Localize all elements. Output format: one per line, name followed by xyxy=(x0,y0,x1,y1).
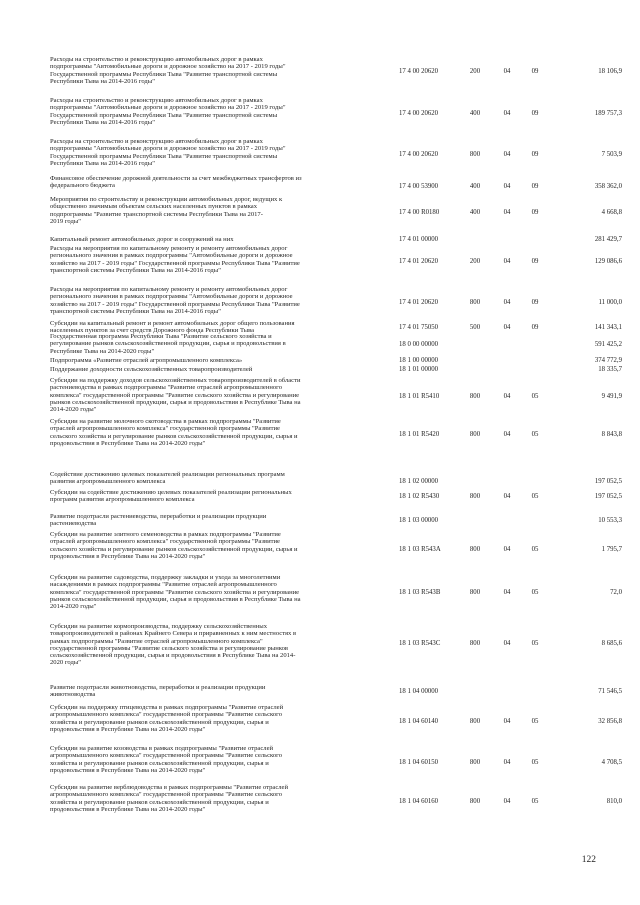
row-code: 17 4 01 75050 xyxy=(399,324,439,331)
row-section: 04 xyxy=(503,258,511,265)
row-subsection: 05 xyxy=(531,546,539,553)
row-code: 18 1 03 R543B xyxy=(399,589,441,596)
row-expense-type: 400 xyxy=(469,209,481,216)
row-description: Субсидии на поддержку птицеводства в рамках подпрограммы "Развитие отраслей агропромышленного комплекса" государственной программы "Развитие сельского хозяйства и регулирование рынков сельскохозяйственной продукции, сырья и продовольствия в Республике Тыва на 2014-2020 годы" xyxy=(50,704,284,733)
row-code: 18 1 03 R543C xyxy=(399,640,441,647)
row-expense-type: 800 xyxy=(469,546,481,553)
row-section: 04 xyxy=(503,324,511,331)
row-section: 04 xyxy=(503,493,511,500)
row-amount: 281 429,7 xyxy=(594,236,622,243)
row-subsection: 09 xyxy=(531,183,539,190)
row-description: Субсидии на развитие верблюдоводства в рамках подпрограммы "Развитие отраслей агропромышленного комплекса" государственной программы "Развитие сельского хозяйства и регулирование рынков сельскохозяйственной продукции, сырья и продовольствия в Республике Тыва на 2014-2020 годы" xyxy=(50,784,289,813)
row-amount: 7 503,9 xyxy=(601,151,622,158)
row-code: 18 1 03 R543A xyxy=(399,546,441,553)
row-description: Капитальный ремонт автомобильных дорог и сооружений на них xyxy=(50,236,234,243)
row-amount: 197 052,5 xyxy=(594,478,622,485)
row-subsection: 05 xyxy=(531,640,539,647)
row-code: 17 4 00 20620 xyxy=(399,68,439,75)
row-amount: 32 856,8 xyxy=(598,718,622,725)
row-subsection: 05 xyxy=(531,493,539,500)
row-amount: 1 795,7 xyxy=(601,546,622,553)
row-subsection: 09 xyxy=(531,299,539,306)
row-description: Субсидии на развитие элитного семеноводства в рамках подпрограммы "Развитие отраслей агропромышленного комплекса" государственной программы "Развитие сельского хозяйства и регулирование рынков сельскохозяйственной продукции, сырья и продовольствия в Республике Тыва на 2014-2020 годы" xyxy=(50,531,298,560)
row-section: 04 xyxy=(503,759,511,766)
row-subsection: 09 xyxy=(531,110,539,117)
row-amount: 358 362,0 xyxy=(594,183,622,190)
row-code: 18 1 04 60160 xyxy=(399,798,439,805)
row-expense-type: 800 xyxy=(469,718,481,725)
row-expense-type: 800 xyxy=(469,640,481,647)
row-code: 18 1 04 60150 xyxy=(399,759,439,766)
row-expense-type: 200 xyxy=(469,258,481,265)
row-subsection: 05 xyxy=(531,431,539,438)
row-amount: 71 546,5 xyxy=(598,688,622,695)
row-subsection: 09 xyxy=(531,68,539,75)
row-subsection: 05 xyxy=(531,759,539,766)
row-section: 04 xyxy=(503,546,511,553)
row-subsection: 09 xyxy=(531,324,539,331)
row-amount: 72,0 xyxy=(610,589,622,596)
row-expense-type: 800 xyxy=(469,589,481,596)
row-subsection: 05 xyxy=(531,718,539,725)
row-description: Развитие подотрасли растениеводства, переработки и реализации продукции растениеводства xyxy=(50,513,267,528)
row-section: 04 xyxy=(503,798,511,805)
row-expense-type: 400 xyxy=(469,110,481,117)
row-description: Субсидии на развитие садоводства, поддержку закладки и ухода за многолетними насаждениями в рамках подпрограммы "Развитие отраслей агропромышленного комплекса" государственной программы "Развитие сельского хозяйства и регулирование рынков сельскохозяйственной продукции, сырья и продовольствия в Республике Тыва на 2014-2020 годы" xyxy=(50,574,301,611)
row-code: 17 4 00 20620 xyxy=(399,110,439,117)
row-section: 04 xyxy=(503,431,511,438)
row-code: 17 4 00 53900 xyxy=(399,183,439,190)
row-expense-type: 800 xyxy=(469,431,481,438)
row-amount: 141 343,1 xyxy=(594,324,622,331)
row-amount: 197 052,5 xyxy=(594,493,622,500)
row-subsection: 09 xyxy=(531,258,539,265)
row-description: Субсидии на развитие кормопроизводства, поддержку сельскохозяйственных товаропроизводителей в районах Крайнего Севера и приравненных к ним местностях в рамках подпрограммы "Развитие отраслей агропромышленного комплекса" государственной программы "Развитие сельского хозяйства и регулирование рынков сельскохозяйственной продукции, сырья и продовольствия в Республике Тыва на 2014- 2020 годы" xyxy=(50,623,297,667)
row-section: 04 xyxy=(503,640,511,647)
row-amount: 8 685,6 xyxy=(601,640,622,647)
page-number: 122 xyxy=(581,855,596,865)
row-amount: 11 000,0 xyxy=(598,299,622,306)
row-section: 04 xyxy=(503,718,511,725)
row-expense-type: 800 xyxy=(469,798,481,805)
row-code: 18 1 00 00000 xyxy=(399,357,439,364)
row-description: Поддержание доходности сельскохозяйственных товаропроизводителей xyxy=(50,366,253,373)
row-section: 04 xyxy=(503,183,511,190)
row-expense-type: 800 xyxy=(469,759,481,766)
row-description: Государственная программа Республики Тыва "Развитие сельского хозяйства и регулирование рынков сельскохозяйственной продукции, сырья и продовольствия в Республике Тыва на 2014-2020 годы" xyxy=(50,333,286,355)
row-section: 04 xyxy=(503,299,511,306)
row-expense-type: 200 xyxy=(469,68,481,75)
row-code: 18 1 01 00000 xyxy=(399,366,439,373)
row-expense-type: 800 xyxy=(469,151,481,158)
row-description: Расходы на строительство и реконструкцию автомобильных дорог в рамках подпрограммы "Автомобильные дороги и дорожное хозяйство на 2017 - 2019 годы" Государственной программы Республики Тыва "Развитие транспортной системы Республики Тыва на 2014-2016 годы" xyxy=(50,56,286,85)
row-code: 17 4 01 00000 xyxy=(399,236,439,243)
row-code: 17 4 01 20620 xyxy=(399,299,439,306)
row-section: 04 xyxy=(503,151,511,158)
row-description: Подпрограмма «Развитие отраслей агропромышленного комплекса» xyxy=(50,357,243,364)
row-description: Субсидии на развитие козоводства в рамках подпрограммы "Развитие отраслей агропромышленного комплекса" государственной программы "Развитие сельского хозяйства и регулирование рынков сельскохозяйственной продукции, сырья и продовольствия в Республике Тыва на 2014-2020 годы" xyxy=(50,745,283,774)
row-expense-type: 800 xyxy=(469,299,481,306)
row-subsection: 05 xyxy=(531,798,539,805)
row-code: 18 0 00 00000 xyxy=(399,341,439,348)
row-section: 04 xyxy=(503,68,511,75)
row-description: Расходы на мероприятия по капитальному ремонту и ремонту автомобильных дорог регионального значения в рамках подпрограммы "Автомобильные дороги и дорожное хозяйство на 2017 - 2019 годы" Государственной программы Республики Тыва "Развитие транспортной системы Республики Тыва на 2014-2016 годы" xyxy=(50,245,300,274)
row-section: 04 xyxy=(503,589,511,596)
row-section: 04 xyxy=(503,393,511,400)
row-code: 18 1 02 R5430 xyxy=(399,493,440,500)
row-code: 18 1 01 R5410 xyxy=(399,393,440,400)
row-description: Субсидии на капитальный ремонт и ремонт автомобильных дорог общего пользования населенных пунктов за счет средств Дорожного фонда Республики Тыва xyxy=(50,320,295,335)
row-description: Субсидии на поддержку доходов сельскохозяйственных товаропроизводителей в области растениеводства в рамках подпрограммы "Развитие отраслей агропромышленного комплекса" государственной программы "Развитие сельского хозяйства и регулирование рынков сельскохозяйственной продукции, сырья и продовольствия в Республике Тыва на 2014-2020 годы" xyxy=(50,377,301,414)
row-amount: 9 491,9 xyxy=(601,393,622,400)
row-amount: 8 843,8 xyxy=(601,431,622,438)
row-description: Содействие достижению целевых показателей реализации региональных программ развития агропромышленного комплекса xyxy=(50,471,285,486)
row-code: 18 1 02 00000 xyxy=(399,478,439,485)
row-code: 17 4 00 20620 xyxy=(399,151,439,158)
row-amount: 4 708,5 xyxy=(601,759,622,766)
row-description: Расходы на мероприятия по капитальному ремонту и ремонту автомобильных дорог регионального значения в рамках подпрограммы "Автомобильные дороги и дорожное хозяйство на 2017 - 2019 годы" Государственной программы Республики Тыва "Развитие транспортной системы Республики Тыва на 2014-2016 годы" xyxy=(50,286,300,315)
row-amount: 189 757,3 xyxy=(594,110,622,117)
row-description: Расходы на строительство и реконструкцию автомобильных дорог в рамках подпрограммы "Автомобильные дороги и дорожное хозяйство на 2017 - 2019 годы" Государственной программы Республики Тыва "Развитие транспортной системы Республики Тыва на 2014-2016 годы" xyxy=(50,97,286,126)
row-amount: 810,0 xyxy=(606,798,622,805)
row-amount: 4 668,8 xyxy=(601,209,622,216)
row-subsection: 09 xyxy=(531,151,539,158)
row-amount: 591 425,2 xyxy=(594,341,622,348)
row-description: Субсидии на развитие молочного скотоводства в рамках подпрограммы "Развитие отраслей агропромышленного комплекса" государственной программы "Развитие сельского хозяйства и регулирование рынков сельскохозяйственной продукции, сырья и продовольствия в Республике Тыва на 2014-2020 годы" xyxy=(50,418,298,447)
row-code: 18 1 04 00000 xyxy=(399,688,439,695)
row-code: 17 4 00 R0180 xyxy=(399,209,440,216)
row-code: 18 1 04 60140 xyxy=(399,718,439,725)
row-amount: 18 335,7 xyxy=(598,366,622,373)
row-expense-type: 800 xyxy=(469,493,481,500)
row-expense-type: 400 xyxy=(469,183,481,190)
row-expense-type: 500 xyxy=(469,324,481,331)
row-amount: 129 086,6 xyxy=(594,258,622,265)
row-amount: 18 106,9 xyxy=(598,68,622,75)
row-description: Расходы на строительство и реконструкцию автомобильных дорог в рамках подпрограммы "Автомобильные дороги и дорожное хозяйство на 2017 - 2019 годы" Государственной программы Республики Тыва "Развитие транспортной системы Республики Тыва на 2014-2016 годы" xyxy=(50,138,286,167)
row-section: 04 xyxy=(503,209,511,216)
row-description: Финансовое обеспечение дорожной деятельности за счет межбюджетных трансфертов из федерального бюджета xyxy=(50,175,302,190)
row-code: 17 4 01 20620 xyxy=(399,258,439,265)
row-subsection: 05 xyxy=(531,589,539,596)
row-subsection: 05 xyxy=(531,393,539,400)
row-section: 04 xyxy=(503,110,511,117)
row-code: 18 1 01 R5420 xyxy=(399,431,440,438)
row-amount: 374 772,9 xyxy=(594,357,622,364)
row-description: Мероприятия по строительству и реконструкции автомобильных дорог, ведущих к общественно значимым объектам сельских населенных пунктов в рамках подпрограммы "Развитие транспортной системы Республики Тыва на 2017- 2019 годы" xyxy=(50,196,283,225)
row-amount: 10 553,3 xyxy=(598,517,622,524)
row-description: Субсидии на содействие достижению целевых показателей реализации региональных программ развития агропромышленного комплекса xyxy=(50,489,292,504)
row-description: Развитие подотрасли животноводства, переработки и реализации продукции животноводства xyxy=(50,684,266,699)
row-expense-type: 800 xyxy=(469,393,481,400)
row-code: 18 1 03 00000 xyxy=(399,517,439,524)
row-subsection: 09 xyxy=(531,209,539,216)
